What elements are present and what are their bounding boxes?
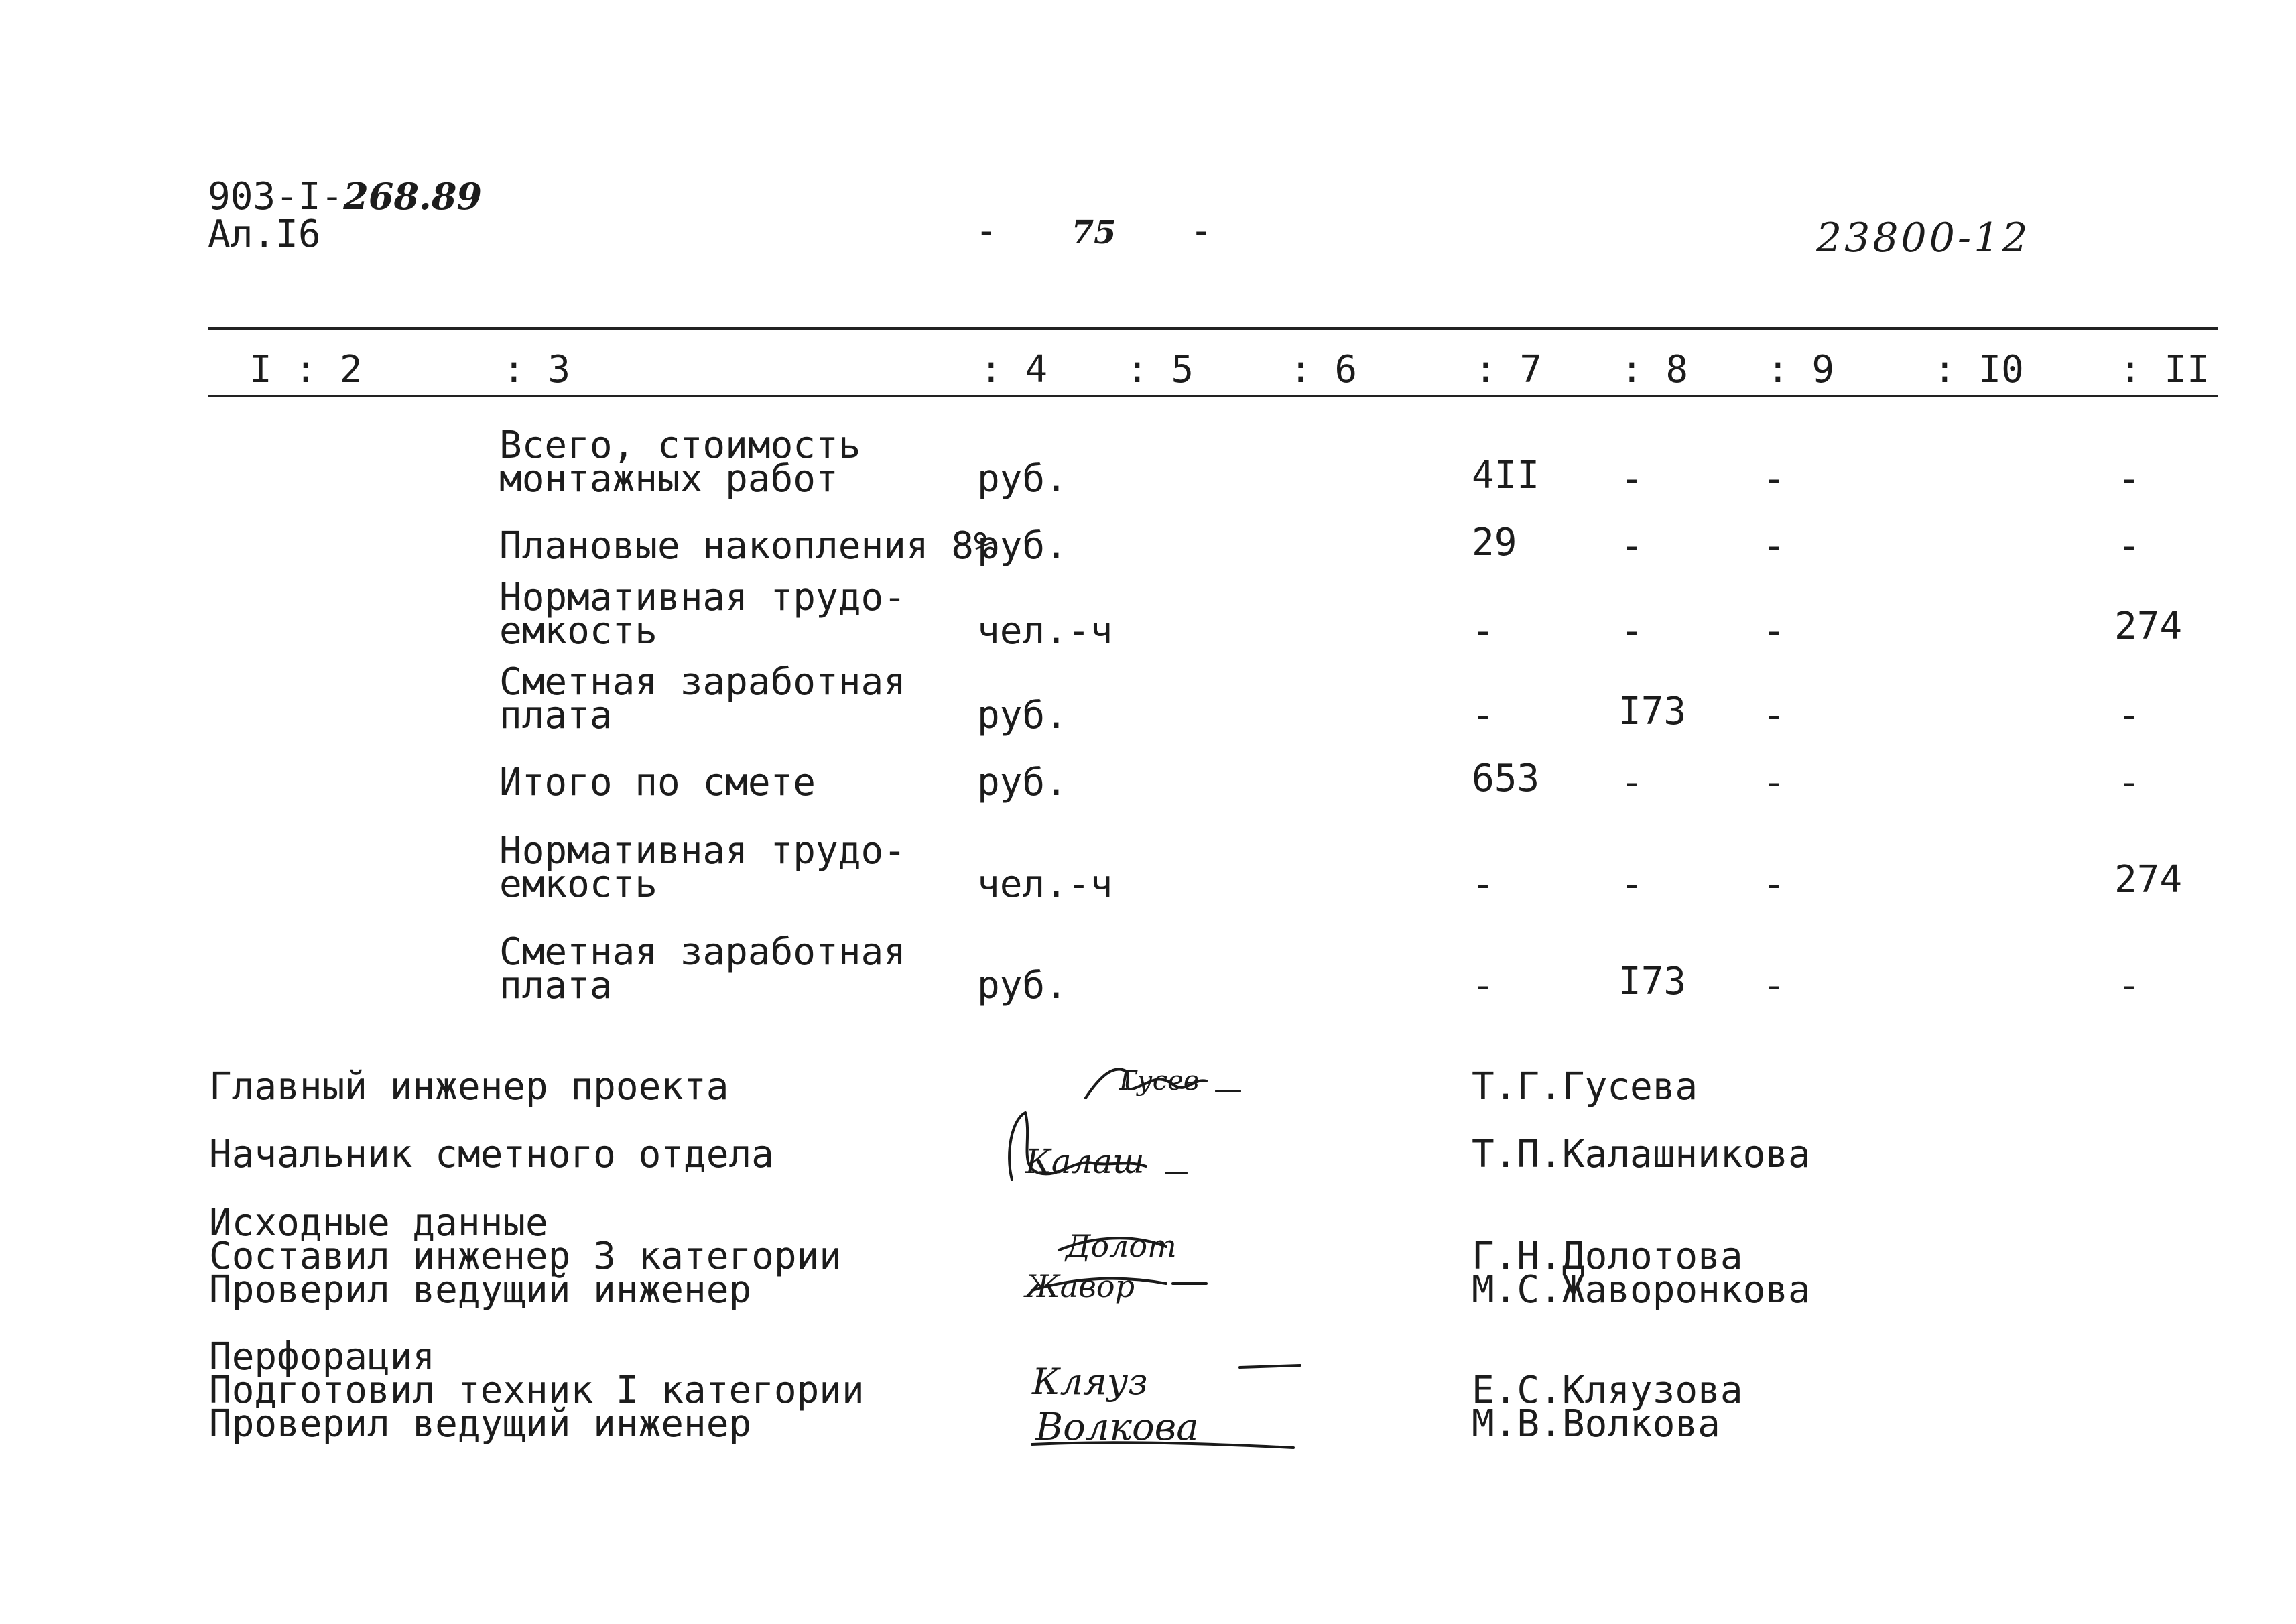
page-number-handwritten: 75 — [1071, 214, 1117, 251]
document-code-printed: 903-I- — [208, 175, 344, 218]
page-dash-right: - — [1190, 209, 1213, 253]
row-1-unit: руб. — [977, 457, 1068, 501]
estimate-head-name: Т.П.Калашникова — [1472, 1133, 1811, 1176]
row-5-unit: руб. — [977, 761, 1068, 804]
row-2-col-7: 29 — [1472, 521, 1517, 564]
row-1-col-8: - — [1620, 457, 1643, 501]
row-2-col-9: - — [1763, 524, 1785, 568]
column-header-10: : I0 — [1933, 348, 2024, 391]
column-header-11: : II — [2119, 348, 2210, 391]
prepared-by-signature-text: Кляуз — [1032, 1361, 1148, 1403]
chief-engineer-title: Главный инженер проекта — [209, 1065, 729, 1109]
row-4-col-11: - — [2118, 694, 2141, 737]
row-5-col-7: 653 — [1472, 757, 1540, 800]
chief-engineer-name: Т.Г.Гусева — [1472, 1065, 1698, 1109]
perforation-checked-by-signature-text: Волкова — [1035, 1406, 1199, 1449]
column-header-6: : 6 — [1289, 348, 1358, 391]
row-6-name-line-1: Нормативная трудо- — [499, 829, 906, 873]
row-1-name-line-1: Всего, стоимость — [499, 424, 861, 467]
row-3-col-7: - — [1472, 609, 1494, 653]
perforation-checked-by-name: М.В.Волкова — [1472, 1402, 1720, 1446]
document-code — [208, 175, 482, 218]
row-2-col-8: - — [1620, 524, 1643, 568]
table-header-rule — [208, 395, 2218, 397]
page-number — [975, 209, 1212, 253]
row-5-col-11: - — [2118, 761, 2141, 804]
row-2-unit: руб. — [977, 524, 1068, 568]
row-4-col-7: - — [1472, 694, 1494, 737]
row-5-name: Итого по смете — [499, 761, 816, 804]
row-7-unit: руб. — [977, 964, 1068, 1007]
column-header-4: : 4 — [980, 348, 1048, 391]
source-data-heading: Исходные данные — [209, 1201, 548, 1245]
row-5-col-9: - — [1763, 761, 1785, 804]
sheet-label: Ал.I6 — [208, 212, 321, 256]
compiled-by-title: Составил инженер 3 категории — [209, 1235, 842, 1278]
source-data-signatures — [1005, 1216, 1233, 1317]
row-3-unit: чел.-ч — [977, 609, 1113, 653]
row-4-col-9: - — [1763, 694, 1785, 737]
row-7-col-9: - — [1763, 964, 1785, 1007]
row-1-name-line-2: монтажных работ — [499, 457, 838, 501]
source-checked-by-signature-text: Жавор — [1025, 1268, 1135, 1304]
column-header-7: : 7 — [1474, 348, 1543, 391]
compiled-by-name: Г.Н.Долотова — [1472, 1235, 1743, 1278]
row-4-unit: руб. — [977, 694, 1068, 737]
row-7-col-7: - — [1472, 964, 1494, 1007]
row-6-col-11: 274 — [2114, 858, 2183, 901]
row-6-col-8: - — [1620, 863, 1643, 906]
row-1-col-11: - — [2118, 457, 2141, 501]
row-1-col-9: - — [1763, 457, 1785, 501]
prepared-by-name: Е.С.Кляузова — [1472, 1369, 1743, 1412]
perforation-checked-by-title: Проверил ведущий инженер — [209, 1402, 752, 1446]
row-3-col-11: 274 — [2114, 605, 2183, 648]
document-code-handwritten: 268.89 — [343, 175, 482, 218]
column-header-3: : 3 — [503, 348, 571, 391]
row-4-col-8: I73 — [1618, 690, 1687, 733]
row-4-name-line-2: плата — [499, 694, 613, 737]
column-header-9: : 9 — [1767, 348, 1835, 391]
estimate-head-signature — [992, 1099, 1206, 1193]
row-3-col-9: - — [1763, 609, 1785, 653]
row-1-col-7: 4II — [1472, 454, 1540, 497]
row-6-name-line-2: емкость — [499, 863, 658, 906]
source-checked-by-title: Проверил ведущий инженер — [209, 1268, 752, 1312]
row-3-name-line-1: Нормативная трудо- — [499, 576, 906, 619]
perforation-signatures — [1019, 1347, 1314, 1454]
estimate-head-signature-text: Калаш — [1025, 1142, 1145, 1181]
source-checked-by-name: М.С.Жаворонкова — [1472, 1268, 1811, 1312]
row-3-name-line-2: емкость — [499, 609, 658, 653]
row-2-name: Плановые накопления 8% — [499, 524, 997, 568]
row-6-col-7: - — [1472, 863, 1494, 906]
column-header-1-2: I : 2 — [249, 348, 363, 391]
perforation-heading: Перфорация — [209, 1335, 436, 1379]
row-6-col-9: - — [1763, 863, 1785, 906]
row-7-name-line-1: Сметная заработная — [499, 930, 906, 974]
column-header-5: : 5 — [1126, 348, 1194, 391]
table-top-rule — [208, 327, 2218, 330]
estimate-head-title: Начальник сметного отдела — [209, 1133, 774, 1176]
reference-number: 23800-12 — [1816, 214, 2031, 261]
row-7-col-11: - — [2118, 964, 2141, 1007]
row-3-col-8: - — [1620, 609, 1643, 653]
row-4-name-line-1: Сметная заработная — [499, 660, 906, 704]
row-7-name-line-2: плата — [499, 964, 613, 1007]
row-2-col-11: - — [2118, 524, 2141, 568]
row-6-unit: чел.-ч — [977, 863, 1113, 906]
chief-engineer-signature-text: Гусев — [1119, 1066, 1200, 1097]
row-7-col-8: I73 — [1618, 960, 1687, 1003]
column-header-8: : 8 — [1620, 348, 1689, 391]
row-5-col-8: - — [1620, 761, 1643, 804]
page-dash-left: - — [975, 209, 998, 253]
prepared-by-title: Подготовил техник I категории — [209, 1369, 865, 1412]
compiled-by-signature-text: Долот — [1066, 1228, 1177, 1264]
